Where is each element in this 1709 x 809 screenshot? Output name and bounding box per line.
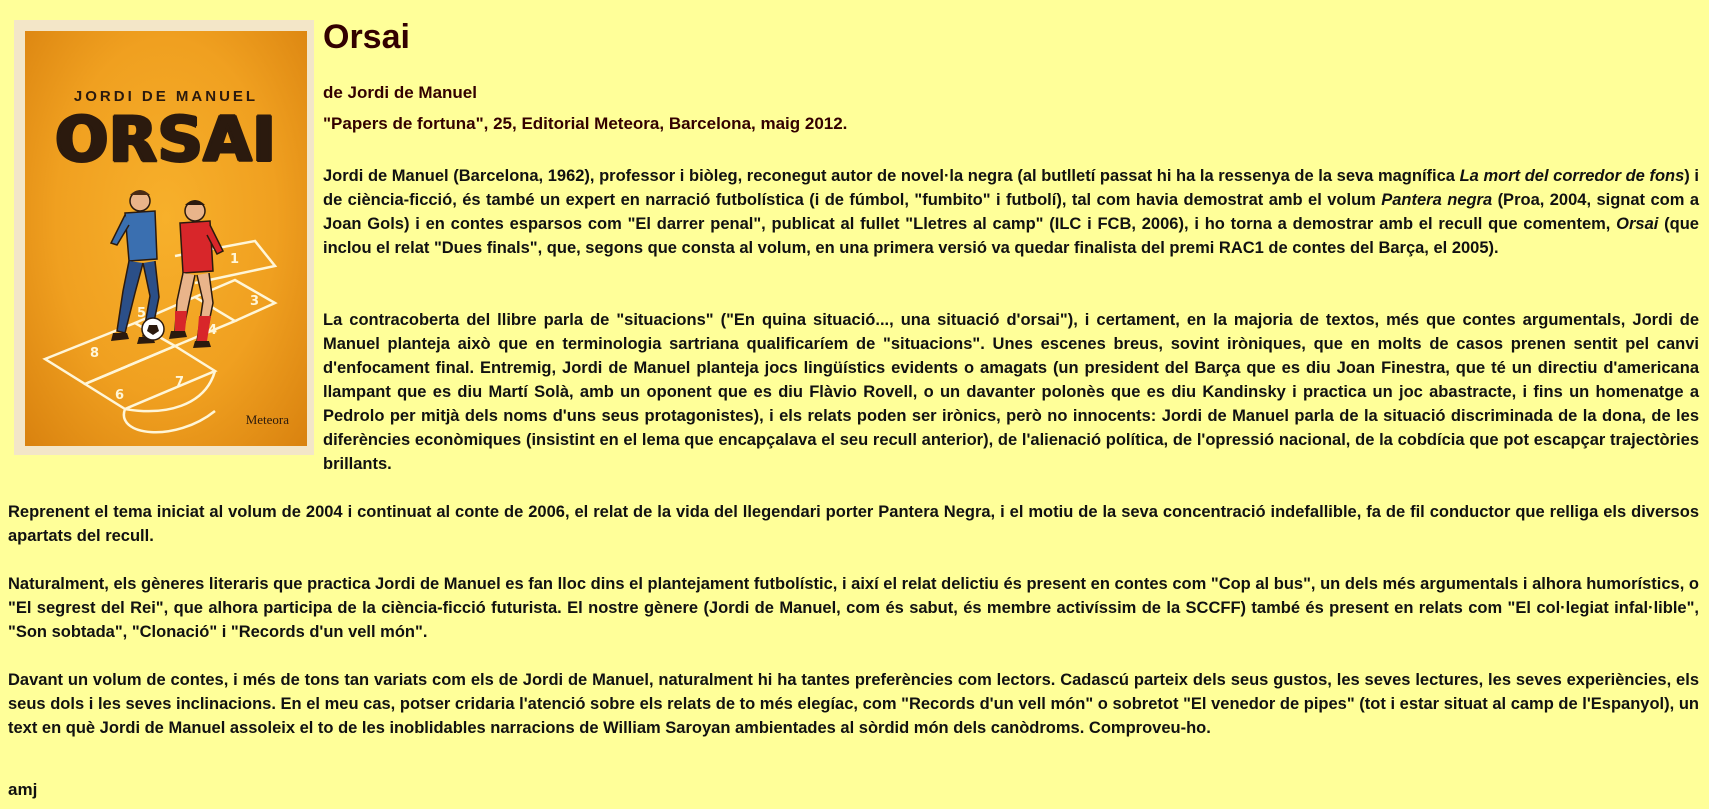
review-paragraph-5: Davant un volum de contes, i més de tons tan variats com els de Jordi de Manuel, naturalment hi ha tantes preferències com lectors. Cadascú parteix dels seus gustos, les seves lectures, les seves experiències, els seus dols i les seves inclinacions. En el meu cas, potser cridaria l'atenció sobre els relats de to més elegíac, com "Records d'un vell món" o sobretot "El venedor de pipes" (tot i estar situat al camp de l'Espanyol), un text en què Jordi de Manuel assoleix el to de les inoblidables narracions de William Saroyan ambientades al sòrdid món dels canòdroms. Comproveu-ho. bbox=[8, 671, 1699, 737]
review-paragraph-3: Reprenent el tema iniciat al volum de 2004 i continuat al conte de 2006, el relat de la vida del llegendari porter Pantera Negra, i el motiu de la seva concentració indefallible, fa de fil conductor que relliga els diversos apartats del recull. bbox=[8, 503, 1699, 545]
hopscotch-number: 6 bbox=[115, 388, 125, 403]
cover-title: ORSAI bbox=[55, 103, 277, 176]
review-text: Jordi de Manuel (Barcelona, 1962), professor i biòleg, reconegut autor de novel·la negra (al butlletí passat hi ha la ressenya de la seva magnífica bbox=[323, 167, 1460, 185]
hopscotch-number: 5 bbox=[137, 306, 147, 321]
football bbox=[142, 318, 164, 340]
hopscotch-number: 8 bbox=[90, 346, 100, 361]
reviewer-signature: amj bbox=[8, 780, 38, 799]
book-reference: La mort del corredor de fons bbox=[1459, 167, 1685, 185]
book-publication: "Papers de fortuna", 25, Editorial Meteora, Barcelona, maig 2012. bbox=[323, 114, 848, 133]
book-cover-art bbox=[25, 31, 307, 446]
book-reference: Pantera negra bbox=[1381, 191, 1493, 209]
hopscotch-number: 4 bbox=[208, 323, 218, 338]
hopscotch-number: 1 bbox=[230, 252, 240, 267]
book-author: de Jordi de Manuel bbox=[323, 83, 477, 102]
review-paragraph-1 bbox=[323, 164, 1699, 260]
football-players-illustration bbox=[25, 181, 307, 446]
cover-author: JORDI DE MANUEL bbox=[73, 88, 259, 105]
review-paragraph-2: La contracoberta del llibre parla de "situacions" ("En quina situació..., una situació d'orsai"), i certament, en la majoria de textos, més que contes argumentals, Jordi de Manuel planteja això que en terminologia sartriana qualificaríem de "situacions". Unes escenes breus, sovint iròniques, que en molts de casos prenen sentit pel canvi d'enfocament final. Entremig, Jordi de Manuel planteja jocs lingüístics evidents o amagats (un president del Barça que es diu Joan Finestra, que té un directiu d'americana llampant que es diu Martí Solà, amb un oponent que es diu Flàvio Rovell, o un davanter polonès que es diu Kandinsky i practica un joc abastracte, i fins un homenatge a Pedrolo per mitjà dels noms d'uns seus protagonistes), i els relats poden ser irònics, però no innocents: Jordi de Manuel parla de la situació discriminada de la dona, de les diferències econòmiques (insistint en el lema que encapçalava el seu recull anterior), de l'alienació política, de l'opressió nacional, de la cobdícia que pot escapçar trajectòries brillants. bbox=[323, 311, 1699, 473]
hopscotch-number: 3 bbox=[250, 294, 260, 309]
book-reference: Orsai bbox=[1616, 215, 1659, 233]
cover-publisher: Meteora bbox=[245, 412, 289, 427]
book-cover bbox=[14, 20, 314, 455]
review-text: (que inclou el relat "Dues finals", que, segons que consta al volum, en una primera versió va quedar finalista del premi RAC1 de contes del Barça, el 2005). bbox=[323, 215, 1699, 257]
review-paragraph-4: Naturalment, els gèneres literaris que practica Jordi de Manuel es fan lloc dins el plantejament futbolístic, i així el relat delictiu és present en contes com "Cop al bus", un dels més argumentals i alhora humorístics, o "El segrest del Rei", que alhora participa de la ciència-ficció futurista. El nostre gènere (Jordi de Manuel, com és sabut, és membre activíssim de la SCCFF) també és present en relats com "El col·legiat infal·lible", "Son sobtada", "Clonació" i "Records d'un vell món". bbox=[8, 575, 1699, 641]
review-text: ) i de ciència-ficció, és també un expert en narració futbolística (i de fúmbol, "fumbito" i futbolí), tal com havia demostrat amb el volum bbox=[323, 167, 1699, 209]
book-title: Orsai bbox=[323, 18, 410, 56]
hopscotch-number: 7 bbox=[175, 375, 185, 390]
review-text: (Proa, 2004, signat com a Joan Gols) i en contes esparsos com "El darrer penal", publicat al fullet "Lletres al camp" (ILC i FCB, 2006), i ho torna a demostrar amb el recull que comentem, bbox=[323, 191, 1700, 233]
